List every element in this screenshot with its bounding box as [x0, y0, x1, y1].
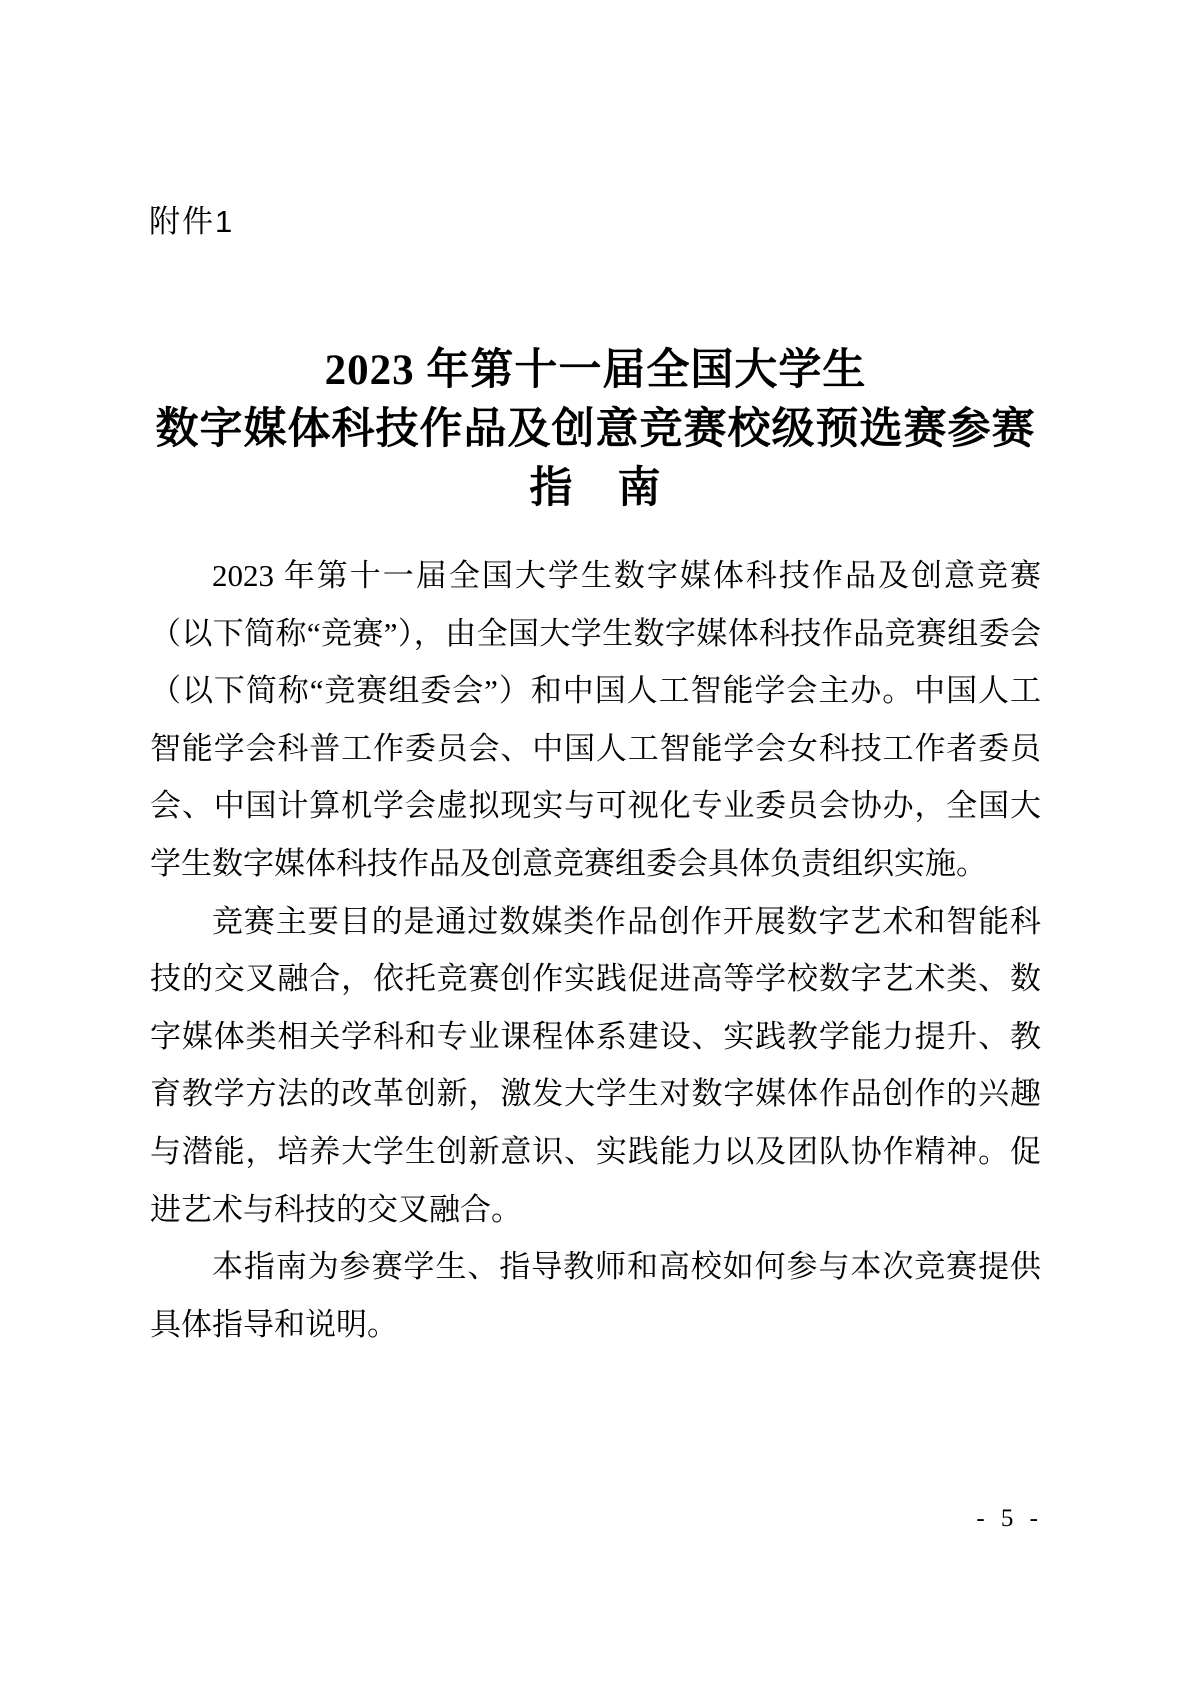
paragraph-1: 2023 年第十一届全国大学生数字媒体科技作品及创意竞赛（以下简称“竞赛”），由全国大学生数字媒体科技作品竞赛组委会（以下简称“竞赛组委会”）和中国人工智能学会主办。中国人工智能学会科普工作委员会、中国人工智能学会女科技工作者委员会、中国计算机学会虚拟现实与可视化专业委员会协办，全国大学生数字媒体科技作品及创意竞赛组委会具体负责组织实施。	[150, 558, 1041, 881]
document-body	[150, 547, 1041, 1353]
paragraph-2: 竞赛主要目的是通过数媒类作品创作开展数字艺术和智能科技的交叉融合，依托竞赛创作实践促进高等学校数字艺术类、数字媒体类相关学科和专业课程体系建设、实践教学能力提升、教育教学方法的改革创新，激发大学生对数字媒体作品创作的兴趣与潜能，培养大学生创新意识、实践能力以及团队协作精神。促进艺术与科技的交叉融合。	[150, 903, 1041, 1227]
document-title	[150, 341, 1041, 518]
attachment-label: 附件1	[149, 204, 235, 239]
document-title-line-2: 数字媒体科技作品及创意竞赛校级预选赛参赛	[155, 406, 1036, 453]
paragraph-3: 本指南为参赛学生、指导教师和高校如何参与本次竞赛提供具体指导和说明。	[150, 1249, 1041, 1342]
document-title-line-1: 2023 年第十一届全国大学生	[324, 347, 867, 394]
document-title-line-3: 指 南	[529, 465, 662, 512]
page-number: - 5 -	[976, 1505, 1043, 1532]
